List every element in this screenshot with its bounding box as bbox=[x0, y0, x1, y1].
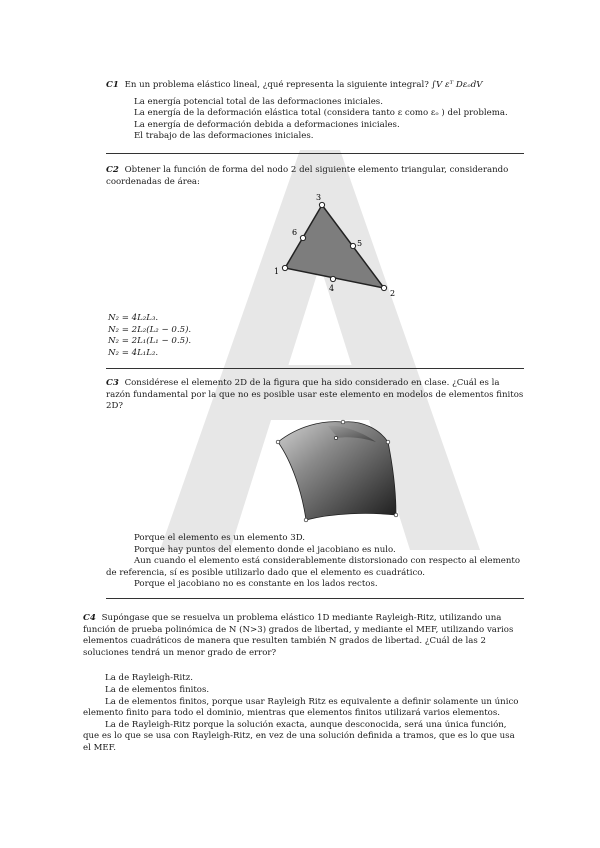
answer-option[interactable]: La de elementos finitos, porque usar Rayleigh Ritz es equivalente a definir solamente un único elemento finito para todo el dominio, mientras que elementos finitos utilizará varios elementos. bbox=[83, 696, 519, 719]
question-c1 bbox=[106, 80, 524, 143]
node-label: 6 bbox=[292, 228, 298, 237]
element-node bbox=[386, 440, 390, 444]
question-number: C2 bbox=[106, 165, 119, 175]
section-divider bbox=[106, 153, 524, 154]
answer-option[interactable]: Porque el jacobiano no es constante en los lados rectos. bbox=[134, 579, 378, 590]
answer-option[interactable]: La energía potencial total de las deformaciones iniciales. bbox=[134, 96, 383, 107]
answer-options bbox=[83, 673, 523, 754]
answer-option[interactable]: N₂ = 4L₁L₂. bbox=[108, 347, 159, 358]
question-number: C1 bbox=[106, 80, 119, 90]
element-node bbox=[276, 440, 280, 444]
integral-formula: ∫V εᵀ DεₒdV bbox=[431, 80, 483, 90]
node-label: 3 bbox=[316, 193, 322, 202]
node-2 bbox=[381, 285, 386, 290]
answer-options bbox=[108, 313, 524, 359]
element-node bbox=[394, 513, 398, 517]
answer-option[interactable]: N₂ = 4L₂L₃. bbox=[108, 313, 159, 323]
answer-options bbox=[106, 533, 524, 591]
question-number: C3 bbox=[106, 378, 119, 388]
question-c1-prompt: C1 En un problema elástico lineal, ¿qué representa la siguiente integral? ∫V εᵀ DεₒdV bbox=[106, 80, 483, 90]
element-node bbox=[341, 420, 345, 424]
question-c2-answers bbox=[106, 308, 524, 359]
answer-option[interactable]: La energía de deformación debida a deformaciones iniciales. bbox=[134, 119, 400, 130]
node-3 bbox=[319, 202, 324, 207]
node-label: 4 bbox=[329, 284, 335, 293]
answer-option[interactable]: La de elementos finitos. bbox=[105, 684, 210, 695]
answer-option[interactable]: Aun cuando el elemento está considerablemente distorsionado con respecto al elemento de referencia, sí es posible utilizarlo dado que el elemento es cuadrático. bbox=[106, 556, 521, 578]
answer-option[interactable]: El trabajo de las deformaciones iniciales. bbox=[134, 131, 314, 142]
section-divider bbox=[106, 598, 524, 599]
answer-option[interactable]: N₂ = 2L₁(L₁ − 0.5). bbox=[108, 336, 192, 347]
section-divider bbox=[106, 368, 524, 369]
answer-option[interactable]: La de Rayleigh-Ritz. bbox=[105, 673, 193, 684]
answer-option[interactable]: La energía de la deformación elástica total (considera tanto ε como εₒ ) del problema. bbox=[134, 108, 508, 119]
question-number: C4 bbox=[83, 613, 96, 623]
node-6 bbox=[300, 235, 305, 240]
triangle-element-figure bbox=[260, 188, 410, 303]
question-c4 bbox=[83, 613, 523, 755]
node-label: 2 bbox=[390, 289, 396, 298]
question-c2 bbox=[106, 165, 524, 188]
triangle-element bbox=[285, 205, 384, 288]
element-node bbox=[334, 436, 337, 439]
element-node bbox=[304, 518, 308, 522]
question-c3-answers bbox=[106, 528, 524, 591]
question-c2-prompt: C2 Obtener la función de forma del nodo 2 del siguiente elemento triangular, considerando coordenadas de área: bbox=[106, 165, 509, 187]
answer-options bbox=[134, 97, 524, 143]
node-label: 5 bbox=[357, 239, 363, 248]
question-c3-prompt: C3 Considérese el elemento 2D de la figura que ha sido considerado en clase. ¿Cuál es la razón fundamental por la que no es posible usar este elemento en modelos de elementos finitos 2D? bbox=[106, 378, 524, 412]
distorted-element-figure bbox=[268, 412, 418, 524]
node-label: 1 bbox=[274, 267, 280, 276]
question-c4-prompt: C4 Supóngase que se resuelva un problema elástico 1D mediante Rayleigh-Ritz, utilizando una función de prueba polinómica de N (N>3) grados de libertad, y mediante el MEF, utilizando varios elementos cuadráticos de manera que resulten también N grados de libertad. ¿Cuál de las 2 soluciones tendrá un menor grado de error? bbox=[83, 613, 514, 658]
question-c3 bbox=[106, 378, 524, 413]
node-5 bbox=[350, 243, 355, 248]
answer-option[interactable]: Porque el elemento es un elemento 3D. bbox=[134, 533, 306, 543]
answer-option[interactable]: Porque hay puntos del elemento donde el jacobiano es nulo. bbox=[134, 544, 396, 555]
answer-option[interactable]: N₂ = 2L₂(L₂ − 0.5). bbox=[108, 324, 192, 335]
node-4 bbox=[330, 276, 335, 281]
node-1 bbox=[282, 265, 287, 270]
answer-option[interactable]: La de Rayleigh-Ritz porque la solución exacta, aunque desconocida, será una única función, que es lo que se usa con Rayleigh-Ritz, en vez de una solución definida a tramos, que es lo que usa el MEF. bbox=[83, 719, 515, 753]
